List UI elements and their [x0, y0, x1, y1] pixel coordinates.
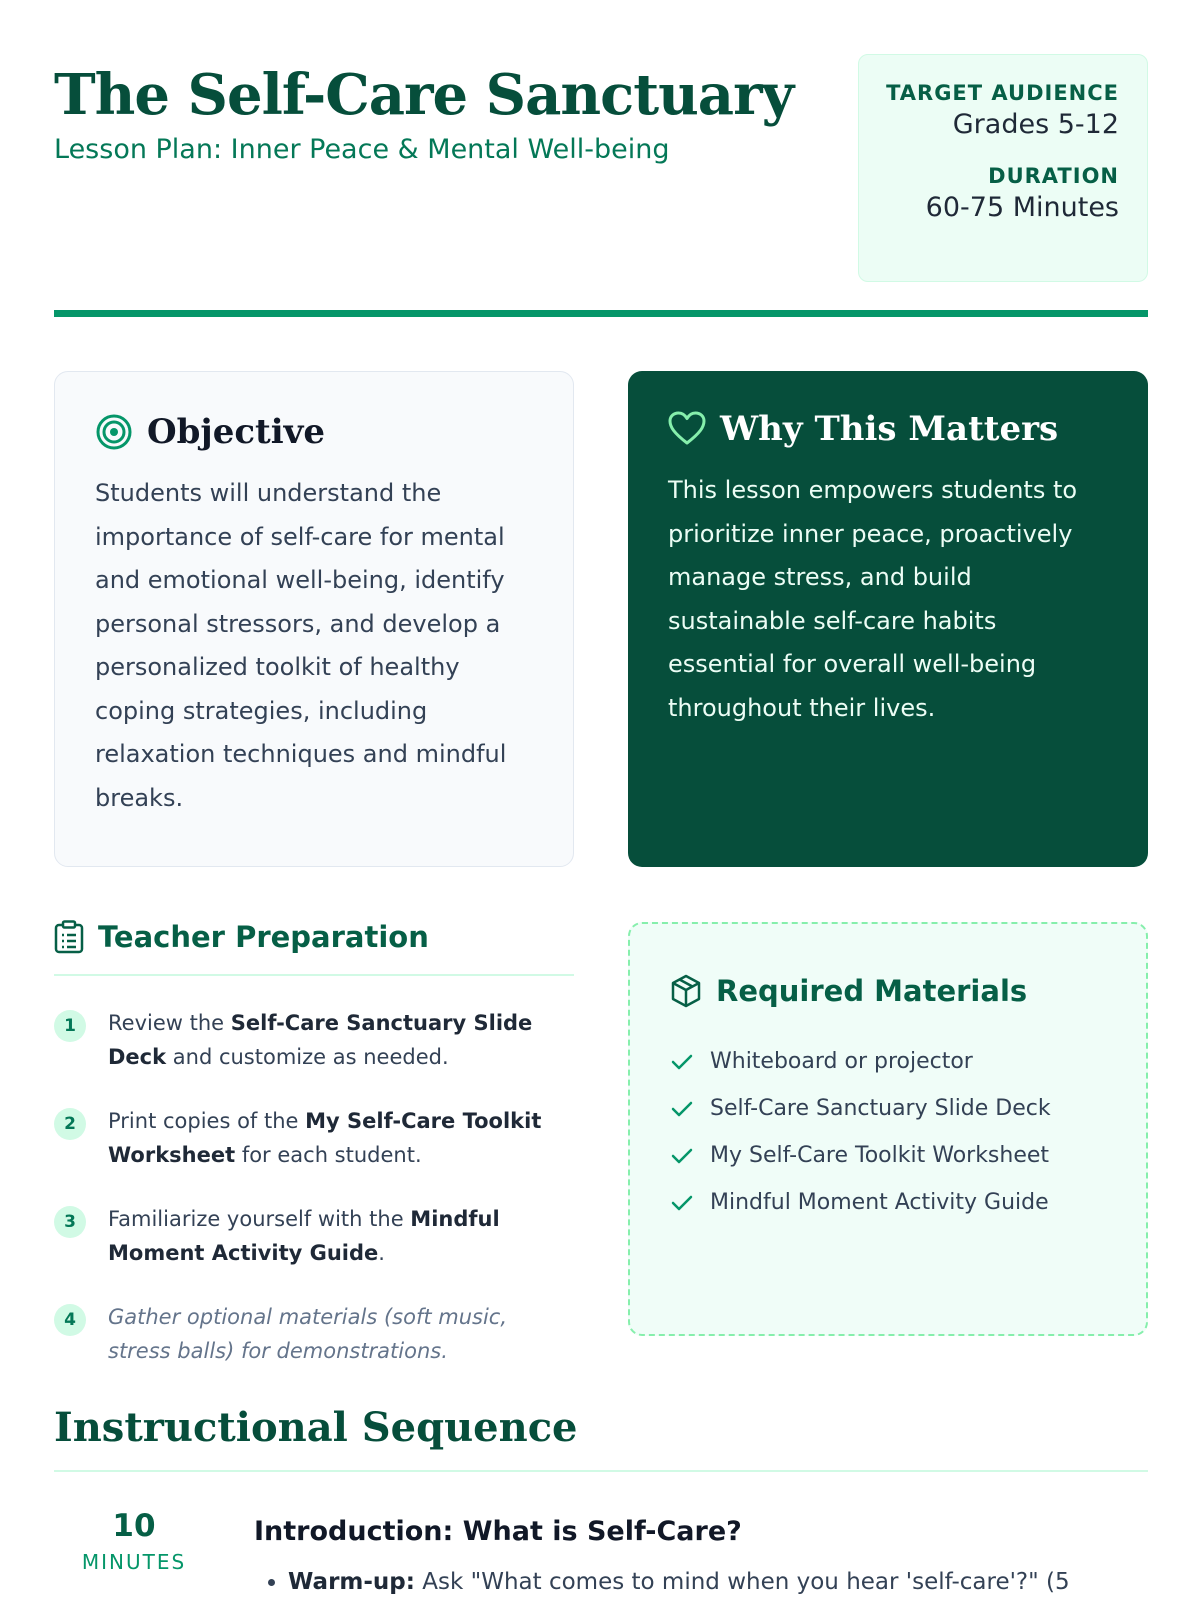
duration-unit: MINUTES — [81, 1550, 187, 1574]
sequence-divider — [54, 1470, 1148, 1472]
why-title: Why This Matters — [720, 409, 1059, 449]
material-item: My Self-Care Toolkit Worksheet — [670, 1132, 1106, 1179]
objective-text: Students will understand the importance of self-care for mental and emotional well-being, identify personal stressors, and develop a personalized toolkit of healthy coping strategies, including relaxation techniques and mindful breaks. — [95, 479, 507, 812]
header-divider — [54, 310, 1148, 317]
step-text: Gather optional materials (soft music, stress balls) for demonstrations. — [108, 1305, 508, 1363]
activity — [254, 1516, 1148, 1595]
activity-duration — [54, 1508, 214, 1574]
activity-bullet: • Warm-up: Ask "What comes to mind when you hear 'self-care'?" (5 — [288, 1569, 1148, 1595]
duration-value: 60-75 Minutes — [925, 192, 1119, 223]
why-card — [628, 371, 1148, 867]
step-number: 2 — [54, 1108, 86, 1140]
audience-label: TARGET AUDIENCE — [886, 81, 1119, 105]
heart-icon — [668, 411, 706, 447]
check-icon — [670, 1052, 694, 1072]
page-subtitle: Lesson Plan: Inner Peace & Mental Well-being — [54, 134, 670, 165]
step-number: 3 — [54, 1206, 86, 1238]
target-icon — [95, 413, 133, 451]
step-number: 4 — [54, 1304, 86, 1336]
lesson-meta-box — [858, 54, 1148, 282]
prep-divider — [54, 974, 574, 976]
prep-step — [54, 1202, 574, 1270]
prep-step — [54, 1104, 574, 1172]
step-text: Familiarize yourself with the Mindful Moment Activity Guide. — [108, 1207, 500, 1265]
prep-step — [54, 1300, 574, 1368]
clipboard-icon — [54, 920, 84, 954]
objective-title: Objective — [147, 412, 326, 452]
prep-step — [54, 1006, 574, 1074]
teacher-preparation — [54, 920, 574, 1398]
box-icon — [670, 974, 702, 1008]
duration-label: DURATION — [988, 164, 1119, 188]
required-materials — [628, 922, 1148, 1336]
activity-title: Introduction: What is Self-Care? — [254, 1516, 742, 1547]
header — [54, 54, 1148, 284]
materials-title: Required Materials — [716, 974, 1028, 1008]
step-number: 1 — [54, 1010, 86, 1042]
check-icon — [670, 1193, 694, 1213]
step-text: Review the Self-Care Sanctuary Slide Deck and customize as needed. — [108, 1011, 533, 1069]
prep-title: Teacher Preparation — [98, 920, 429, 954]
audience-value: Grades 5-12 — [952, 109, 1119, 140]
check-icon — [670, 1099, 694, 1119]
duration-number: 10 — [112, 1508, 156, 1544]
material-item: Self-Care Sanctuary Slide Deck — [670, 1085, 1106, 1132]
material-item: Mindful Moment Activity Guide — [670, 1179, 1106, 1226]
why-text: This lesson empowers students to prioritize inner peace, proactively manage stress, and build sustainable self-care habits essential for overall well-being throughout their lives. — [668, 476, 1078, 722]
sequence-title: Instructional Sequence — [54, 1404, 578, 1451]
page-title: The Self-Care Sanctuary — [54, 62, 794, 128]
material-item: Whiteboard or projector — [670, 1038, 1106, 1085]
step-text: Print copies of the My Self-Care Toolkit Worksheet for each student. — [108, 1109, 542, 1167]
check-icon — [670, 1146, 694, 1166]
objective-card — [54, 371, 574, 867]
